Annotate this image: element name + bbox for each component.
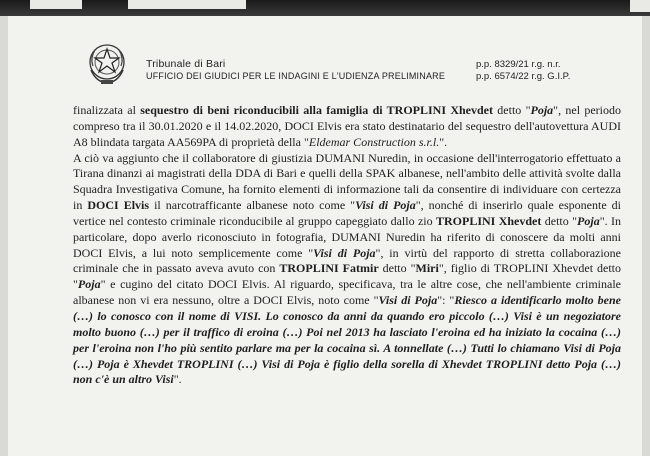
case-references <box>476 59 570 83</box>
document-header <box>8 16 642 106</box>
bezel-strip <box>630 0 650 12</box>
case-ref-2: p.p. 6574/22 r.g. G.I.P. <box>476 71 571 82</box>
italian-republic-emblem-icon <box>86 40 128 86</box>
bezel-strip <box>128 0 246 9</box>
text-span: A ciò va aggiunto che il collaboratore di giustizia DUMANI Nuredin, in occasione dell'interrogatorio effettuato a Tirana dinanzi ai magistrati della DDA di Bari e quelli della SPAK albanese, nell'ambito delle attività svolte dalla Squadra Investigativa Comune, ha fornito elementi di informazione tali da consentire di individuare con certezza in <box>73 150 621 213</box>
text-span: ": " <box>437 293 455 308</box>
bold-span: TROPLINI Fatmir <box>279 261 379 276</box>
italic-span: Eldemar Construction s.r.l. <box>308 134 440 149</box>
text-span: detto " <box>378 261 416 276</box>
bold-span: TROPLINI Xhevdet <box>435 213 542 228</box>
screen-bezel <box>0 0 650 16</box>
bold-italic-span: Visi di Poja <box>355 198 416 213</box>
document-page <box>8 16 642 456</box>
text-span: detto " <box>541 213 578 228</box>
bold-italic-span: Visi di Poja <box>313 245 376 260</box>
text-span: ". In particolare, dopo averlo riconosciuto in fotografia, DUMANI Nuredin ha riferito di conoscere da molti anni DOCI Elvis, a lui noto semplicemente come " <box>73 213 621 260</box>
bold-italic-span: Poja <box>530 103 554 117</box>
court-line-1: Tribunale di Bari <box>146 58 226 70</box>
paragraph-2 <box>73 151 621 389</box>
text-span: ", in virtù del rapporto di stretta collaborazione criminale che in passato aveva avuto con <box>73 245 621 276</box>
paragraph-1 <box>73 103 621 151</box>
court-name <box>146 58 445 82</box>
bold-italic-span: Visi di Poja <box>378 293 438 308</box>
bold-italic-span: Poja <box>577 213 600 228</box>
case-ref-1: p.p. 8329/21 r.g. n.r. <box>476 59 561 70</box>
text-span: " e cugino del citato DOCI Elvis. Al riguardo, specificava, tra le altre cose, che nell'ambiente criminale albanese non vi era nessuno, oltre a DOCI Elvis, noto come " <box>73 277 621 308</box>
court-line-2: UFFICIO DEI GIUDICI PER LE INDAGINI E L'UDIENZA PRELIMINARE <box>146 71 446 81</box>
bezel-strip <box>30 0 82 9</box>
text-span: ". <box>439 134 448 149</box>
bold-span: Miri <box>415 261 439 276</box>
bold-span: sequestro di beni riconducibili alla famiglia di TROPLINI Xhevdet <box>140 103 493 117</box>
text-span: ", nonché di inserirlo quale esponente di vertice nel contesto criminale riconducibile al gruppo capeggiato dallo zio <box>73 198 622 228</box>
text-span: detto " <box>492 103 531 117</box>
text-span: ". <box>173 372 182 387</box>
document-body <box>73 103 621 388</box>
text-span: ", nel periodo compreso tra il 30.01.2020 e il 14.02.2020, DOCI Elvis era stato destinatario del sequestro dell'autovettura AUDI A8 blindata targata AA569PA di proprietà della " <box>73 103 622 149</box>
bold-span: DOCI Elvis <box>87 198 150 213</box>
bold-italic-span: Riesco a identificarlo molto bene (…) lo conosco con il nome di VISI. Lo conosco da anni da quando ero piccolo (…) Visi è un negoziatore molto buono (…) per il traffico di eroina (…) Poi nel 2013 ha lasciato l'eroina ed ha iniziato la cocaina (…) per l'eroina non l'ho più sentito parlare ma per la cocaina sì. A tonnellate (…) Tutti lo chiamano Visi di Poja (…) Poja è Xhevdet TROPLINI (…) Visi di Poja è figlio della sorella di Xhevdet TROPLINI detto Poja (…) non c'è un altro Visi <box>73 293 621 387</box>
text-span: finalizzata al <box>73 103 141 117</box>
text-span: ", figlio di TROPLINI Xhevdet detto " <box>73 261 621 292</box>
text-span: il narcotrafficante albanese noto come " <box>149 198 356 213</box>
bold-italic-span: Poja <box>77 277 101 292</box>
